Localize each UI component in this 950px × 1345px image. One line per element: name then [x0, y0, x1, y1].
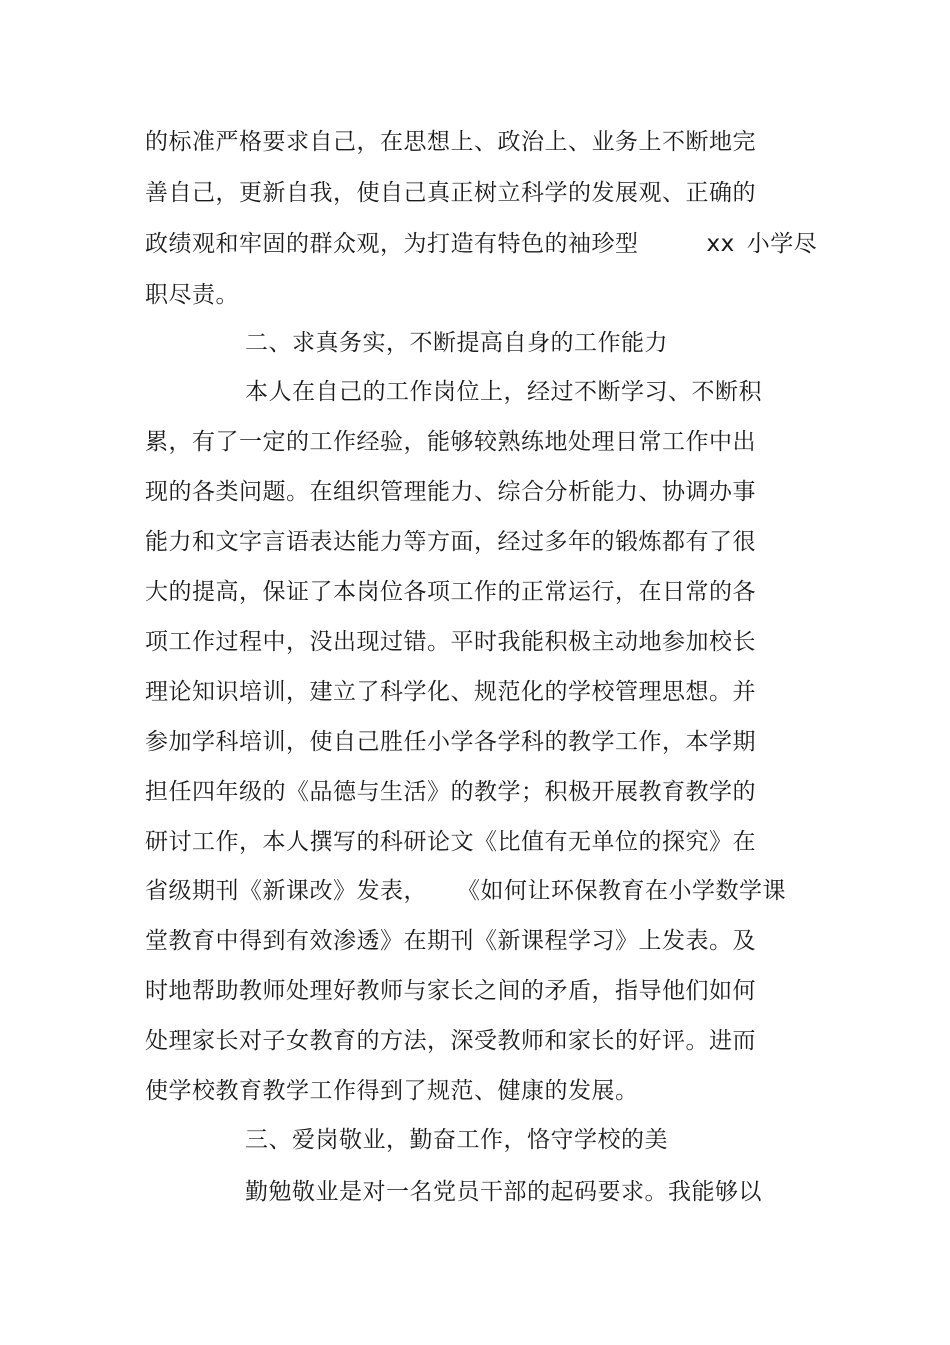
paragraph-line: 的标准严格要求自己，在思想上、政治上、业务上不断地完 [145, 129, 756, 155]
paragraph-line [145, 876, 786, 906]
paragraph-line: 处理家长对子女教育的方法，深受教师和家长的好评。进而 [145, 1028, 756, 1054]
paragraph-line: 本人在自己的工作岗位上，经过不断学习、不断积 [245, 379, 762, 405]
paragraph-line: 善自己，更新自我，使自己真正树立科学的发展观、正确的 [145, 180, 756, 206]
placeholder-text: xx [706, 231, 735, 257]
paragraph-line [145, 229, 817, 259]
paragraph-line: 项工作过程中，没出现过错。平时我能积极主动地参加校长 [145, 629, 756, 655]
section-heading: 二、求真务实，不断提高自身的工作能力 [245, 330, 668, 356]
paragraph-text: 小学尽 [746, 231, 818, 257]
paragraph-text: 政绩观和牢固的群众观，为打造有特色的袖珍型 [145, 231, 639, 257]
paragraph-text: 省级期刊《新课改》发表， [145, 878, 427, 904]
paragraph-line: 担任四年级的《品德与生活》的教学；积极开展教育教学的 [145, 779, 756, 805]
paragraph-line: 理论知识培训，建立了科学化、规范化的学校管理思想。并 [145, 679, 756, 705]
paragraph-line: 堂教育中得到有效渗透》在期刊《新课程学习》上发表。及 [145, 928, 756, 954]
paragraph-line: 时地帮助教师处理好教师与家长之间的矛盾，指导他们如何 [145, 978, 756, 1004]
paragraph-text: 《如何让环保教育在小学数学课 [457, 878, 786, 904]
paragraph-line: 参加学科培训，使自己胜任小学各学科的教学工作，本学期 [145, 729, 756, 755]
paragraph-line: 研讨工作，本人撰写的科研论文《比值有无单位的探究》在 [145, 829, 756, 855]
paragraph-line: 能力和文字言语表达能力等方面，经过多年的锻炼都有了很 [145, 529, 756, 555]
paragraph-line: 勤勉敬业是对一名党员干部的起码要求。我能够以 [245, 1179, 762, 1205]
paragraph-line: 使学校教育教学工作得到了规范、健康的发展。 [145, 1078, 639, 1104]
paragraph-line: 大的提高，保证了本岗位各项工作的正常运行，在日常的各 [145, 579, 756, 605]
section-heading: 三、爱岗敬业，勤奋工作，恪守学校的美 [245, 1127, 668, 1153]
paragraph-line: 现的各类问题。在组织管理能力、综合分析能力、协调办事 [145, 479, 756, 505]
paragraph-line: 累，有了一定的工作经验，能够较熟练地处理日常工作中出 [145, 429, 756, 455]
paragraph-line: 职尽责。 [145, 282, 239, 308]
